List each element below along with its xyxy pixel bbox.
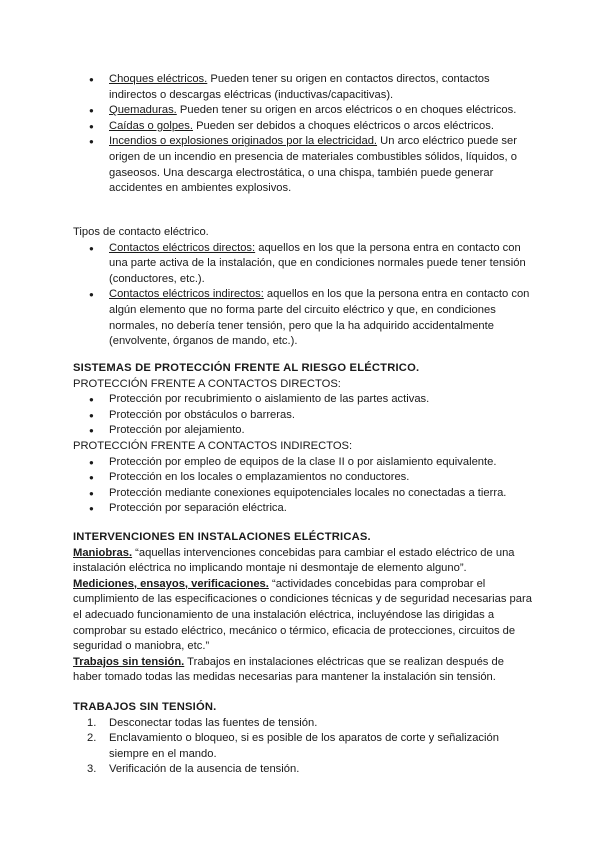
contact-type-label: Contactos eléctricos directos:: [109, 241, 256, 254]
entry-text: “aquellas intervenciones concebidas para cambiar el estado eléctrico de una instalación eléctrica no implicando montaje ni desmontaje de elemento alguno”.: [73, 546, 515, 575]
subsection-title: PROTECCIÓN FRENTE A CONTACTOS INDIRECTOS:: [73, 439, 353, 452]
list-item: ● Contactos eléctricos directos: aquellos en los que la persona entra en contacto con una parte activa de la instalación, que en condiciones normales puede tener tensión (conductores, etc.).: [89, 241, 526, 285]
list-item: ● Protección en los locales o emplazamientos no conductores.: [89, 471, 410, 484]
contact-types-intro: Tipos de contacto eléctrico.: [73, 226, 209, 238]
step-text: Verificación de la ausencia de tensión.: [109, 763, 300, 776]
risk-label: Incendios o explosiones originados por la electricidad.: [109, 135, 378, 148]
contact-types-list: [73, 241, 533, 350]
risk-text: Pueden ser debidos a choques eléctricos o arcos eléctricos.: [192, 119, 494, 132]
intervention-entry: [73, 655, 533, 686]
step-number: 3.: [87, 763, 97, 776]
list-item: [73, 762, 533, 778]
step-number: 2.: [87, 732, 97, 745]
list-item: [73, 731, 533, 762]
list-item-text: Protección por obstáculos o barreras.: [109, 408, 295, 421]
dead-work-steps: [73, 716, 533, 778]
section-heading: TRABAJOS SIN TENSIÓN.: [73, 701, 217, 713]
indirect-protection-list: [73, 455, 533, 517]
contact-type-text: aquellos en los que la persona entra en contacto con algún elemento que no forma parte del circuito eléctrico y que, en condiciones normales, no debería tener tensión, pero que la ha adquirido accidentalmente (envolvente, órganos de mando, etc.).: [109, 288, 530, 348]
list-item-text: Protección mediante conexiones equipotenciales locales no conectadas a tierra.: [109, 486, 507, 499]
protection-section: [73, 361, 533, 517]
step-text: Enclavamiento o bloqueo, si es posible de los aparatos de corte y señalización siempre en el mando.: [109, 732, 499, 760]
entry-text: “actividades concebidas para comprobar el cumplimiento de las especificaciones o condiciones técnicas y de seguridad necesarias para el adecuado funcionamiento de una instalación eléctrica, incluyéndose las dirigidas a comprobar su estado eléctrico, mecánico o térmico, eficacia de protecciones, circuitos de seguridad o maniobra, etc.”: [73, 577, 532, 653]
subsection-title: PROTECCIÓN FRENTE A CONTACTOS DIRECTOS:: [73, 377, 341, 390]
list-item: ● Quemaduras. Pueden tener su origen en arcos eléctricos o en choques eléctricos.: [89, 104, 517, 117]
risk-text: Pueden tener su origen en contactos directos, contactos indirectos o descargas eléctricas (inductivas/capacitivas).: [109, 73, 490, 101]
list-item: ● Protección por alejamiento.: [89, 424, 245, 437]
list-item-text: Protección en los locales o emplazamientos no conductores.: [109, 471, 410, 484]
risk-text: Un arco eléctrico puede ser origen de un incendio en presencia de materiales combustibles sólidos, líquidos, o gaseosos. Una descarga electrostática, o una chispa, también puede generar accidentes en ambientes explosivos.: [109, 135, 517, 195]
list-item: ● Incendios o explosiones originados por la electricidad. Un arco eléctrico puede ser origen de un incendio en presencia de materiales combustibles sólidos, líquidos, o gaseosos. Una descarga electrostática, o una chispa, también puede generar accidentes en ambientes explosivos.: [89, 135, 517, 195]
list-item-text: Protección por empleo de equipos de la clase II o por aislamiento equivalente.: [109, 455, 497, 468]
list-item: ● Protección mediante conexiones equipotenciales locales no conectadas a tierra.: [89, 486, 507, 499]
contact-type-text: aquellos en los que la persona entra en contacto con una parte activa de la instalación, que en condiciones normales puede tener tensión (conductores, etc.).: [109, 241, 526, 285]
list-item-text: Protección por recubrimiento o aislamiento de las partes activas.: [109, 393, 430, 406]
list-item: ● Protección por empleo de equipos de la clase II o por aislamiento equivalente.: [89, 455, 497, 468]
list-item: ● Protección por separación eléctrica.: [89, 502, 287, 515]
list-item: [73, 716, 533, 732]
risk-text: Pueden tener su origen en arcos eléctricos o en choques eléctricos.: [176, 104, 517, 117]
interventions-section: [73, 530, 533, 686]
risk-label: Caídas o golpes.: [109, 119, 193, 132]
contact-type-label: Contactos eléctricos indirectos:: [109, 288, 264, 301]
entry-label: Trabajos sin tensión.: [73, 655, 185, 668]
entry-text: Trabajos en instalaciones eléctricas que se realizan después de haber tomado todas las medidas necesarias para mantener la instalación sin tensión.: [73, 655, 504, 684]
risk-label: Choques eléctricos.: [109, 73, 208, 85]
dead-work-section: [73, 700, 533, 778]
entry-label: Mediciones, ensayos, verificaciones.: [73, 577, 269, 590]
list-item-text: Protección por separación eléctrica.: [109, 502, 287, 515]
section-heading: SISTEMAS DE PROTECCIÓN FRENTE AL RIESGO ELÉCTRICO.: [73, 362, 420, 374]
intervention-entry: [73, 546, 533, 577]
risk-label: Quemaduras.: [109, 104, 177, 117]
list-item: ● Caídas o golpes. Pueden ser debidos a choques eléctricos o arcos eléctricos.: [89, 119, 494, 132]
entry-label: Maniobras.: [73, 546, 133, 559]
list-item: ● Protección por obstáculos o barreras.: [89, 408, 295, 421]
list-item: ● Protección por recubrimiento o aislamiento de las partes activas.: [89, 393, 430, 406]
list-item: ● Contactos eléctricos indirectos: aquellos en los que la persona entra en contacto con algún elemento que no forma parte del circuito eléctrico y que, en condiciones normales, no debería tener tensión, pero que la ha adquirido accidentalmente (envolvente, órganos de mando, etc.).: [89, 288, 530, 348]
list-item-text: Protección por alejamiento.: [109, 424, 245, 437]
contact-types-section: [73, 225, 533, 350]
step-text: Desconectar todas las fuentes de tensión.: [109, 716, 318, 729]
intervention-entry: [73, 577, 533, 655]
list-item: ● Choques eléctricos. Pueden tener su origen en contactos directos, contactos indirectos o descargas eléctricas (inductivas/capacitivas).: [89, 73, 490, 101]
risk-list: [73, 72, 533, 197]
direct-protection-list: [73, 392, 533, 439]
section-heading: INTERVENCIONES EN INSTALACIONES ELÉCTRICAS.: [73, 531, 371, 543]
step-number: 1.: [87, 716, 97, 729]
